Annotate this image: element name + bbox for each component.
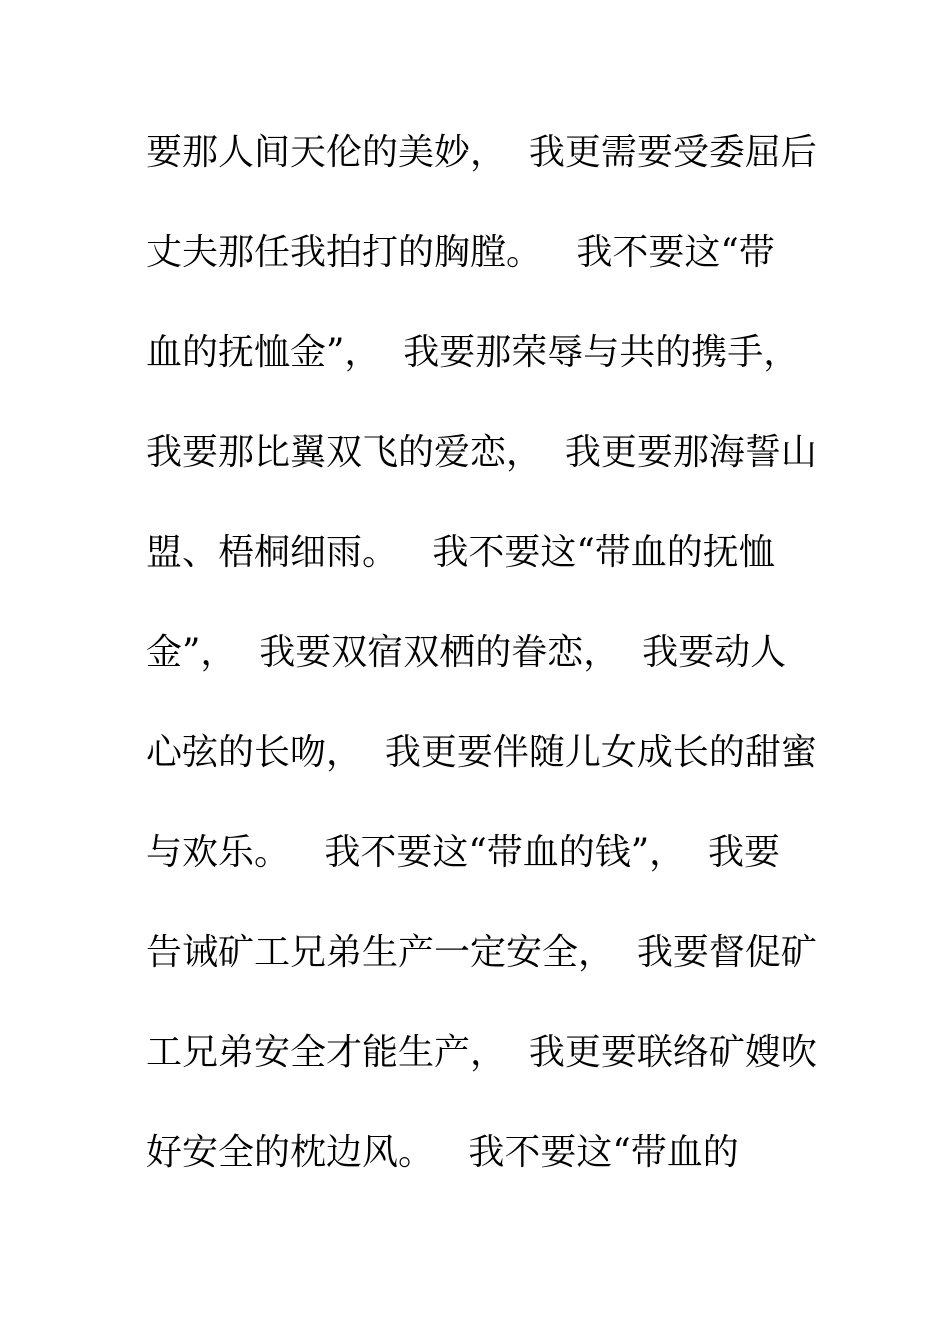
text-line: 盟、梧桐细雨。 我不要这“带血的抚恤 [146, 532, 775, 573]
text-line: 丈夫那任我拍打的胸膛。 我不要这“带 [146, 232, 775, 273]
text-line: 心弦的长吻， 我更要伴随儿女成长的甜蜜 [146, 732, 817, 773]
text-line: 血的抚恤金”， 我要那荣辱与共的携手， [146, 332, 800, 373]
text-line: 金”， 我要双宿双栖的眷恋， 我要动人 [146, 632, 787, 673]
text-line: 与欢乐。 我不要这“带血的钱”， 我要 [146, 832, 781, 873]
text-line: 告诫矿工兄弟生产一定安全， 我要督促矿 [146, 932, 817, 973]
text-line: 我要那比翼双飞的爱恋， 我更要那海誓山 [146, 432, 817, 473]
body-text [146, 124, 817, 1224]
text-line: 好安全的枕边风。 我不要这“带血的 [146, 1132, 739, 1173]
text-line: 工兄弟安全才能生产， 我更要联络矿嫂吹 [146, 1032, 817, 1073]
text-line: 要那人间天伦的美妙， 我更需要受委屈后 [146, 132, 817, 173]
